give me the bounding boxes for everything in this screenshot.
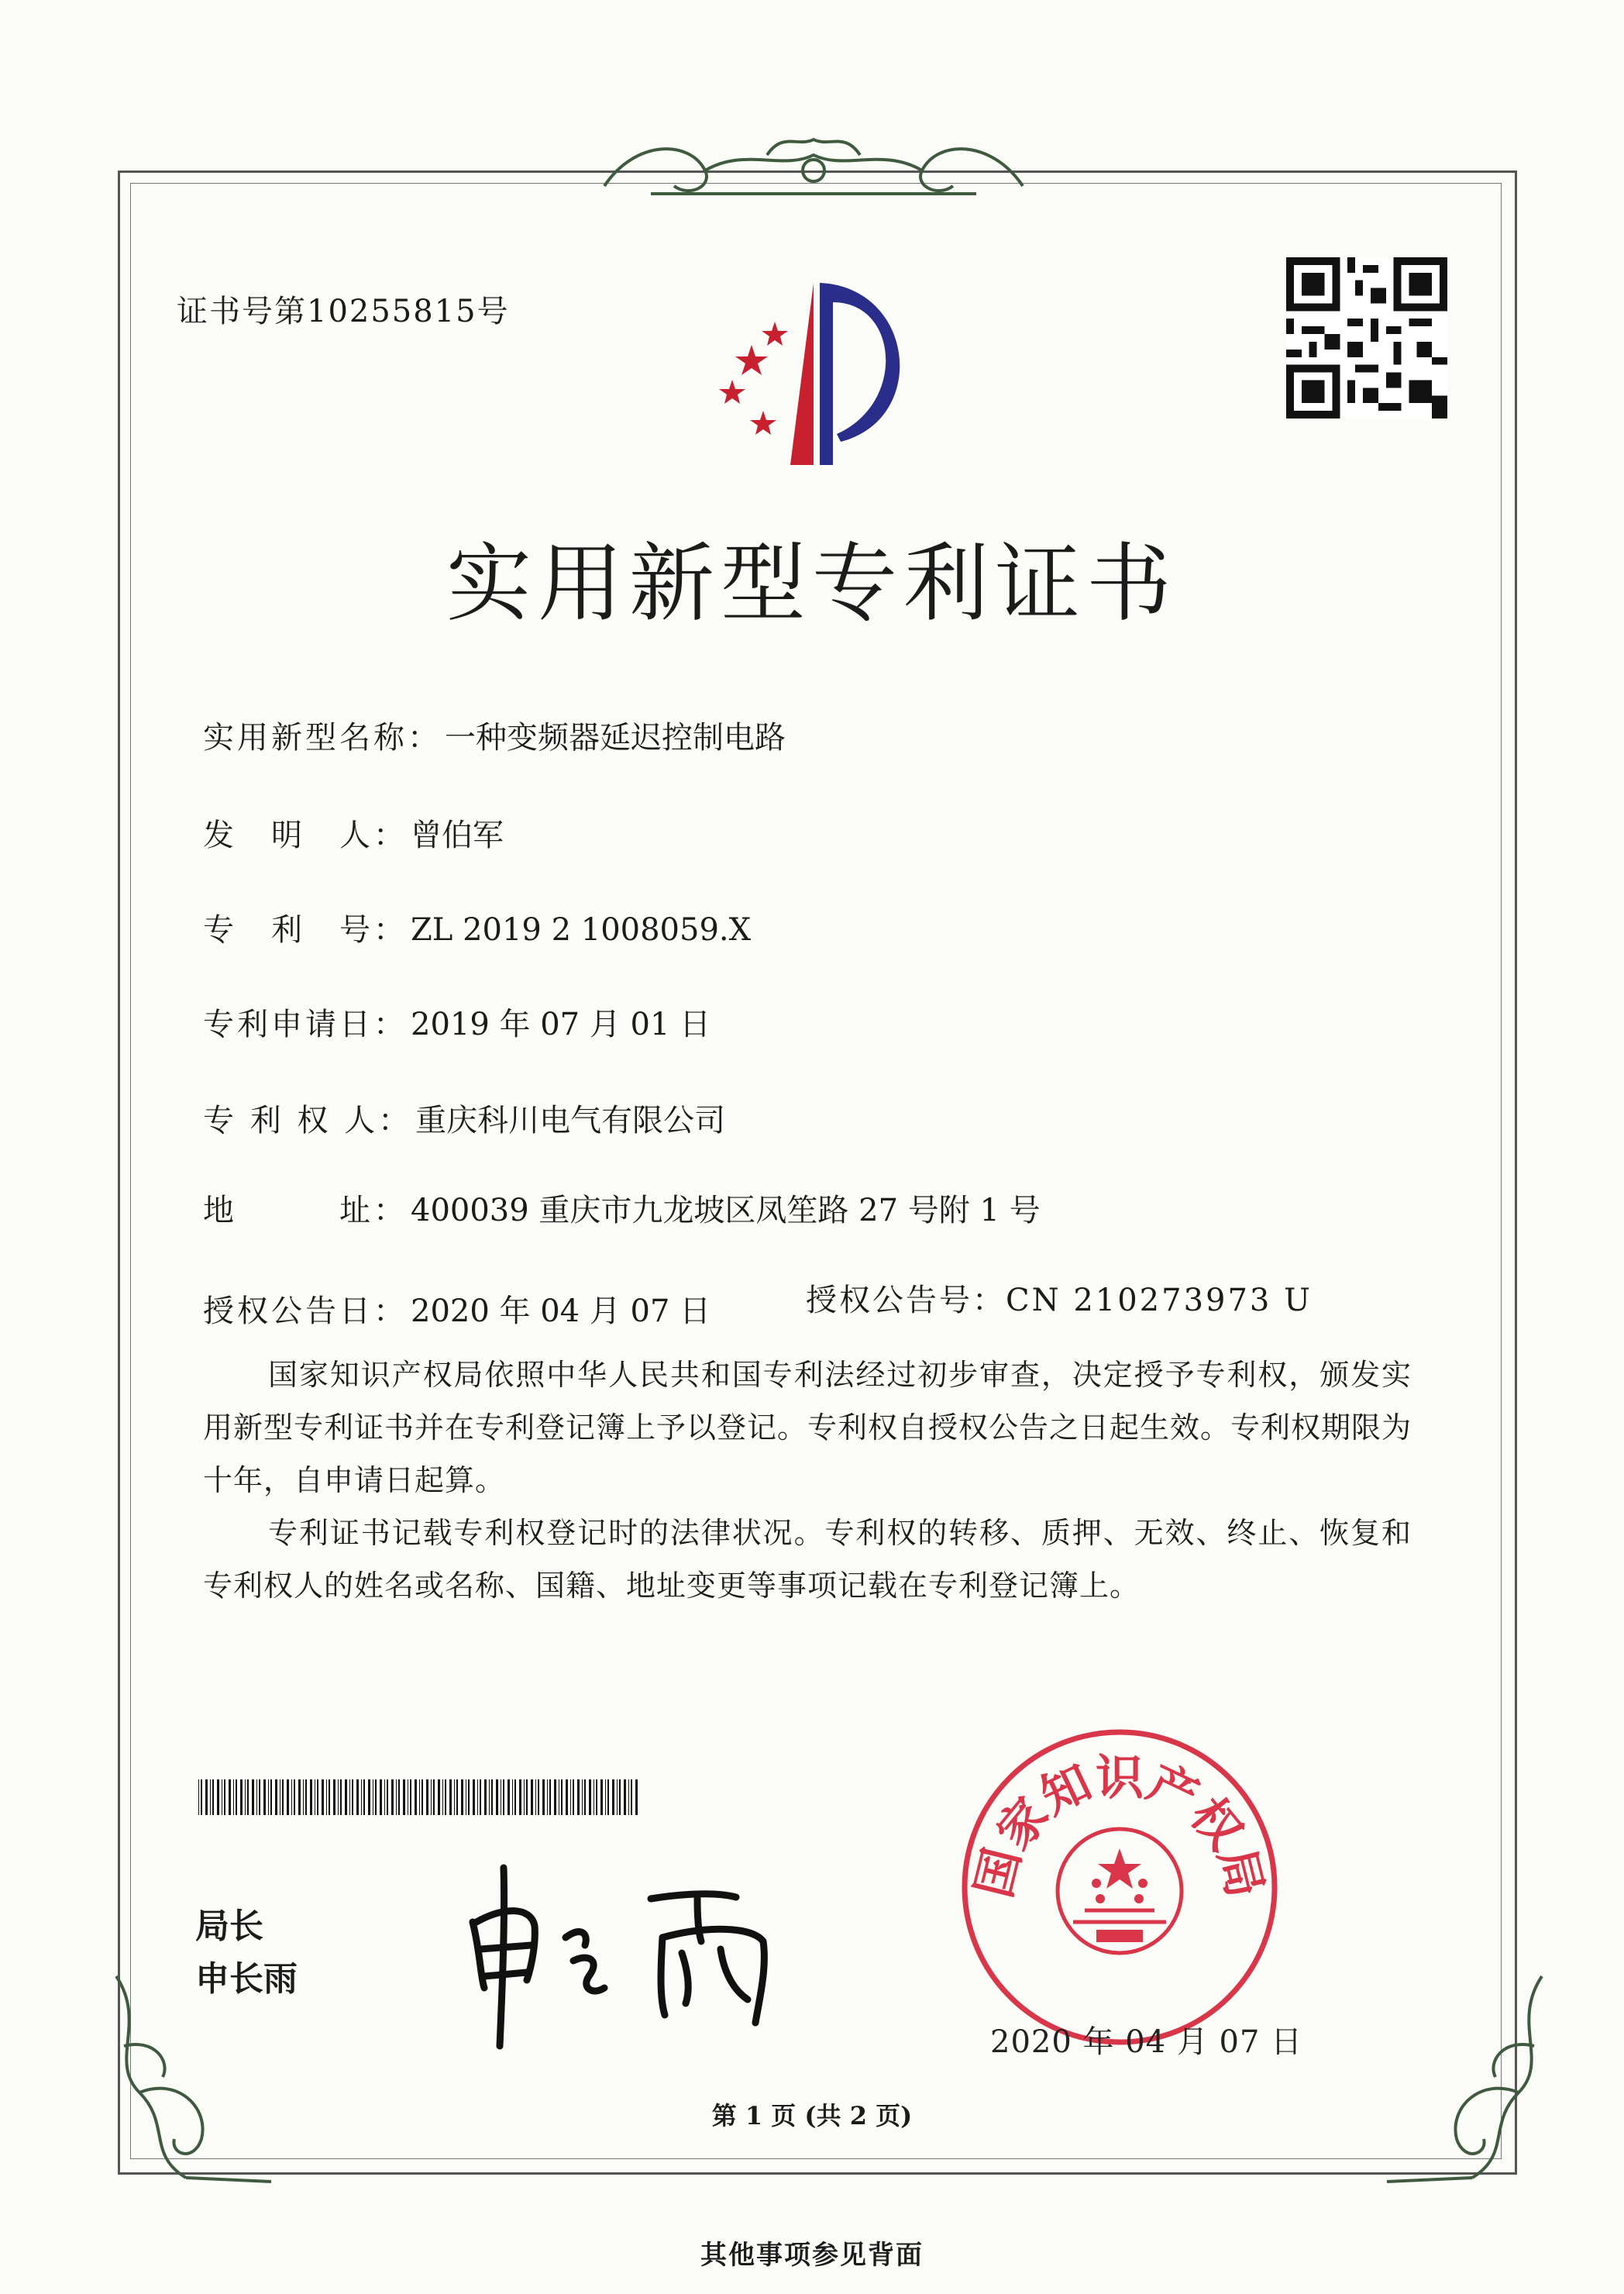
barcode-bar — [547, 1779, 548, 1815]
director-name: 申长雨 — [195, 1959, 298, 1999]
barcode-bar — [477, 1779, 478, 1815]
grant-statement-paragraph: 国家知识产权局依照中华人民共和国专利法经过初步审查，决定授予专利权，颁发实用新型专利证书并在专利登记簿上予以登记。专利权自授权公告之日起生效。专利权期限为十年，自申请日起算。 — [203, 1358, 1412, 1497]
barcode-bar — [387, 1779, 388, 1815]
barcode-bar — [628, 1779, 629, 1815]
barcode-bar — [531, 1779, 533, 1815]
barcode-bar — [287, 1779, 289, 1815]
barcode-bar — [240, 1779, 243, 1815]
barcode-bar — [275, 1779, 277, 1815]
barcode-bar — [212, 1779, 214, 1815]
see-reverse-note: 其他事项参见背面 — [700, 2240, 924, 2271]
svg-text:国家知识产权局 — [965, 1749, 1274, 1903]
barcode-bar — [421, 1779, 423, 1815]
barcode-bar — [396, 1779, 397, 1815]
barcode-bar — [403, 1779, 405, 1815]
field-label: 授权公告号： — [806, 1283, 1006, 1318]
barcode-bar — [566, 1779, 568, 1815]
field-label: 地 址： — [203, 1193, 408, 1228]
barcode-bar — [577, 1779, 580, 1815]
barcode-bar — [317, 1779, 318, 1815]
barcode-bar — [268, 1779, 269, 1815]
barcode-bar — [368, 1779, 370, 1815]
barcode-bar — [419, 1779, 420, 1815]
field-address — [203, 1186, 1041, 1230]
barcode-bar — [391, 1779, 394, 1815]
seal-date: 2020 年 04 月 07 日 — [990, 2024, 1303, 2060]
field-label: 专利申请日： — [203, 1007, 408, 1042]
barcode-bar — [496, 1779, 498, 1815]
director-title: 局长 — [195, 1906, 263, 1946]
certificate-number: 证书号第10255815号 — [177, 294, 510, 329]
field-value: 重庆科川电气有限公司 — [415, 1103, 726, 1138]
barcode-bar — [605, 1779, 606, 1815]
barcode-bar — [263, 1779, 266, 1815]
barcode-bar — [410, 1779, 411, 1815]
barcode-bar — [489, 1779, 490, 1815]
barcode-bar — [480, 1779, 481, 1815]
barcode-bar — [549, 1779, 551, 1815]
barcode-bar — [375, 1779, 377, 1815]
barcode-bar — [259, 1779, 260, 1815]
barcode-bar — [329, 1779, 330, 1815]
barcode-bar — [303, 1779, 304, 1815]
field-grant-date — [203, 1286, 710, 1331]
barcode-bar — [508, 1779, 510, 1815]
field-patentee — [203, 1096, 725, 1140]
barcode-bar — [333, 1779, 335, 1815]
barcode-bar — [445, 1779, 446, 1815]
barcode-bar — [384, 1779, 385, 1815]
barcode-bar — [526, 1779, 528, 1815]
barcode-bar — [345, 1779, 347, 1815]
barcode-bar — [442, 1779, 443, 1815]
barcode-bar — [473, 1779, 475, 1815]
page-number: 第 1 页 (共 2 页) — [711, 2101, 913, 2130]
barcode-bar — [217, 1779, 219, 1815]
barcode-bar — [535, 1779, 536, 1815]
field-value: CN 210273973 U — [1006, 1283, 1313, 1318]
top-ornament — [573, 124, 1054, 209]
field-value: ZL 2019 2 1008059.X — [411, 912, 752, 948]
field-value: 一种变频器延迟控制电路 — [445, 720, 786, 756]
barcode-bar — [310, 1779, 312, 1815]
barcode-bar — [352, 1779, 353, 1815]
certificate-title: 实用新型专利证书 — [446, 534, 1178, 633]
field-patent-number — [203, 905, 751, 949]
barcode-bar — [468, 1779, 470, 1815]
barcode-bar — [224, 1779, 225, 1815]
barcode-bar — [256, 1779, 257, 1815]
barcode-bar — [454, 1779, 455, 1815]
barcode-bar — [201, 1779, 202, 1815]
barcode-bar — [229, 1779, 231, 1815]
field-label: 专 利 号： — [203, 912, 408, 948]
barcode-bar — [524, 1779, 525, 1815]
legal-status-paragraph: 专利证书记载专利权登记时的法律状况。专利权的转移、质押、无效、终止、恢复和专利权人的姓名或名称、国籍、地址变更等事项记载在专利登记簿上。 — [203, 1516, 1412, 1603]
barcode-bar — [600, 1779, 603, 1815]
field-application-date — [203, 1000, 710, 1044]
barcode-bar — [596, 1779, 597, 1815]
field-utility-model-name — [203, 713, 786, 757]
inner-border — [130, 183, 1502, 2159]
barcode-bar — [322, 1779, 324, 1815]
barcode-bar — [607, 1779, 609, 1815]
barcode-bar — [415, 1779, 417, 1815]
field-label: 实用新型名称： — [203, 720, 442, 756]
barcode-bar — [449, 1779, 452, 1815]
barcode-bar — [363, 1779, 365, 1815]
barcode-bar — [561, 1779, 563, 1815]
barcode-bar — [305, 1779, 307, 1815]
barcode-bar — [282, 1779, 284, 1815]
barcode-bar — [512, 1779, 513, 1815]
director-block — [195, 1900, 298, 2006]
barcode-bar — [484, 1779, 487, 1815]
barcode-bar — [624, 1779, 626, 1815]
barcode-bar — [619, 1779, 621, 1815]
barcode-bar — [426, 1779, 428, 1815]
barcode-bar — [298, 1779, 301, 1815]
field-label: 发 明 人： — [203, 818, 408, 853]
barcode-bar — [356, 1779, 359, 1815]
barcode-bar — [205, 1779, 208, 1815]
seal-text: 国家知识产权局 — [965, 1749, 1275, 1903]
barcode-bar — [431, 1779, 432, 1815]
barcode-bar — [233, 1779, 234, 1815]
barcode-bar — [380, 1779, 382, 1815]
barcode-bar — [542, 1779, 545, 1815]
director-signature — [457, 1852, 814, 2054]
barcode-bar — [589, 1779, 591, 1815]
bottom-right-ornament — [1379, 1961, 1565, 2193]
barcode-bar — [326, 1779, 327, 1815]
field-value: 曾伯军 — [411, 818, 504, 853]
barcode-bar — [631, 1779, 632, 1815]
barcode-bar — [456, 1779, 458, 1815]
barcode-bar — [461, 1779, 463, 1815]
field-value: 400039 重庆市九龙坡区凤笙路 27 号附 1 号 — [411, 1193, 1041, 1228]
barcode-bar — [573, 1779, 574, 1815]
barcode-bar — [340, 1779, 342, 1815]
barcode-bar — [245, 1779, 246, 1815]
barcode-bar — [433, 1779, 435, 1815]
barcode-bar — [491, 1779, 493, 1815]
field-label: 授权公告日： — [203, 1293, 408, 1329]
barcode-bar — [349, 1779, 350, 1815]
official-seal — [957, 1724, 1282, 2050]
field-announcement-number — [806, 1276, 1313, 1320]
barcode-bar — [514, 1779, 516, 1815]
patent-office-emblem — [697, 271, 945, 465]
barcode-bar — [503, 1779, 504, 1815]
field-label: 专 利 权 人： — [203, 1103, 413, 1138]
barcode-bar — [338, 1779, 339, 1815]
barcode-bar — [247, 1779, 249, 1815]
barcode-bar — [236, 1779, 237, 1815]
barcode-bar — [294, 1779, 295, 1815]
barcode-bar — [210, 1779, 211, 1815]
barcode-bar — [582, 1779, 583, 1815]
barcode-bar — [438, 1779, 440, 1815]
barcode-bar — [270, 1779, 272, 1815]
barcode-bar — [570, 1779, 571, 1815]
barcode-bar — [398, 1779, 400, 1815]
barcode-bar — [291, 1779, 292, 1815]
qr-code[interactable] — [1286, 257, 1447, 418]
barcode-bar — [554, 1779, 556, 1815]
barcode-bar — [361, 1779, 362, 1815]
barcode-bar — [635, 1779, 638, 1815]
field-value: 2020 年 04 月 07 日 — [411, 1293, 711, 1329]
field-inventor — [203, 811, 504, 855]
barcode-bar — [612, 1779, 614, 1815]
barcode-bar — [198, 1779, 199, 1815]
field-value: 2019 年 07 月 01 日 — [411, 1007, 711, 1042]
barcode-bar — [519, 1779, 521, 1815]
barcode — [198, 1779, 640, 1815]
barcode-bar — [584, 1779, 586, 1815]
barcode-bar — [252, 1779, 254, 1815]
barcode-bar — [538, 1779, 539, 1815]
barcode-bar — [617, 1779, 618, 1815]
